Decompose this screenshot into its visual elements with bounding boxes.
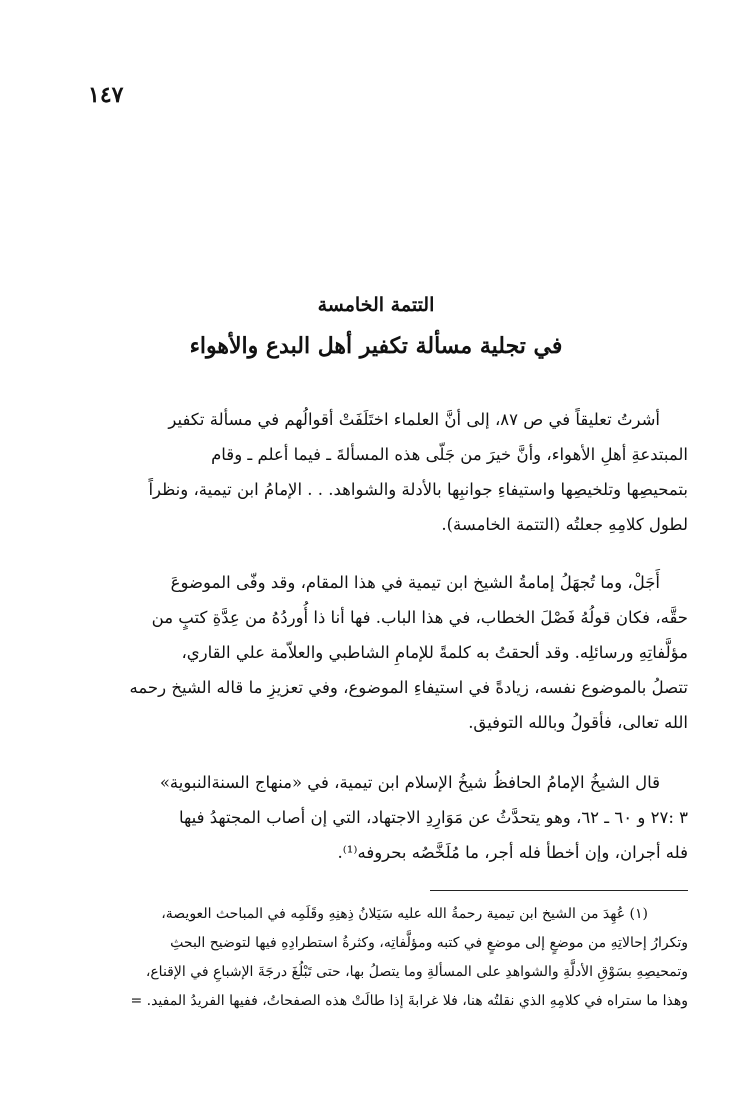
footnote-line: (١) عُهِدَ من الشيخ ابن تيمية رحمةُ الله عليه سَيَلانُ ذِهنِهِ وقَلَمِه في المباحث العويصة، — [161, 906, 648, 922]
text-line: ٣ :٢٧ و ٦٠ ـ ٦٢، وهو يتحدَّثُ عن مَوَارِدِ الاجتهاد، التي إن أصاب المجتهدُ فيها — [179, 808, 688, 827]
section-title: التتمة الخامسة — [317, 294, 435, 316]
text-line: بتمحيصِها وتلخيصِها واستيفاءِ جوانبِها بالأدلة والشواهد. . . الإمامُ ابن تيمية، ونظراً — [148, 480, 688, 499]
footnote-line: وتمحيصِهِ بسَوْقِ الأدلَّةِ والشواهدِ على المسألةِ وما يتصلُ بها، حتى تَبْلُغَ درجَةَ الإشباعِ في الإقناع، — [145, 964, 688, 980]
paragraph-3 — [64, 765, 688, 870]
footnote — [64, 900, 688, 1016]
page-number: ١٤٧ — [88, 82, 124, 108]
text-line: مؤلَّفاتِهِ ورسائلِه. وقد ألحقتُ به كلمةً للإمامِ الشاطبي والعلاّمة علي القاري، — [181, 643, 688, 662]
footnote-line: وتكرارُ إحالاتِهِ من موضعٍ إلى موضعٍ في كتبه ومؤلَّفاتِه، وكثرةُ استطرادِهِ فيها لتوضيح البحثِ — [170, 935, 688, 951]
section-subtitle: في تجلية مسألة تكفير أهل البدع والأهواء — [189, 333, 563, 359]
text-line: قال الشيخُ الإمامُ الحافظُ شيخُ الإسلام ابن تيمية، في «منهاج السنةالنبوية» — [159, 773, 660, 792]
text-line: الله تعالى، فأقولُ وبالله التوفيق. — [468, 713, 688, 732]
text-line: تتصلُ بالموضوع نفسه، زيادةً في استيفاءِ الموضوع، وفي تعزيزِ ما قاله الشيخ رحمه — [129, 678, 688, 697]
paragraph-2 — [64, 565, 688, 740]
text-line: أشرتُ تعليقاً في ص ٨٧، إلى أنَّ العلماء اختَلَفَتْ أقوالُهم في مسألة تكفير — [168, 410, 660, 429]
footnote-divider — [430, 890, 688, 891]
text-line: فله أجران، وإن أخطأ فله أجر، ما مُلَخَّصُه بحروفه⁽¹⁾. — [337, 843, 688, 862]
footnote-line: وهذا ما ستراه في كلامِهِ الذي نقلتُه هنا، فلا غرابةَ إذا طالَتْ هذه الصفحاتُ، ففيها الفريدُ المفيد. = — [130, 993, 688, 1009]
text-line: حقَّه، فكان قولُهُ فَصْلَ الخطاب، في هذا الباب. فها أنا ذا أُوردُهُ من عِدَّةِ كتبٍ من — [151, 608, 688, 627]
text-line: لطول كلامِهِ جعلتُه (التتمة الخامسة). — [441, 515, 688, 534]
text-line: أَجَلْ، وما تُجهَلُ إمامةُ الشيخ ابن تيمية في هذا المقام، وقد وفّى الموضوعَ — [170, 573, 660, 592]
paragraph-1 — [64, 402, 688, 542]
text-line: المبتدعةِ أهلِ الأهواء، وأنَّ خيرَ من جَلّى هذه المسألةَ ـ فيما أعلم ـ وقام — [211, 445, 688, 464]
